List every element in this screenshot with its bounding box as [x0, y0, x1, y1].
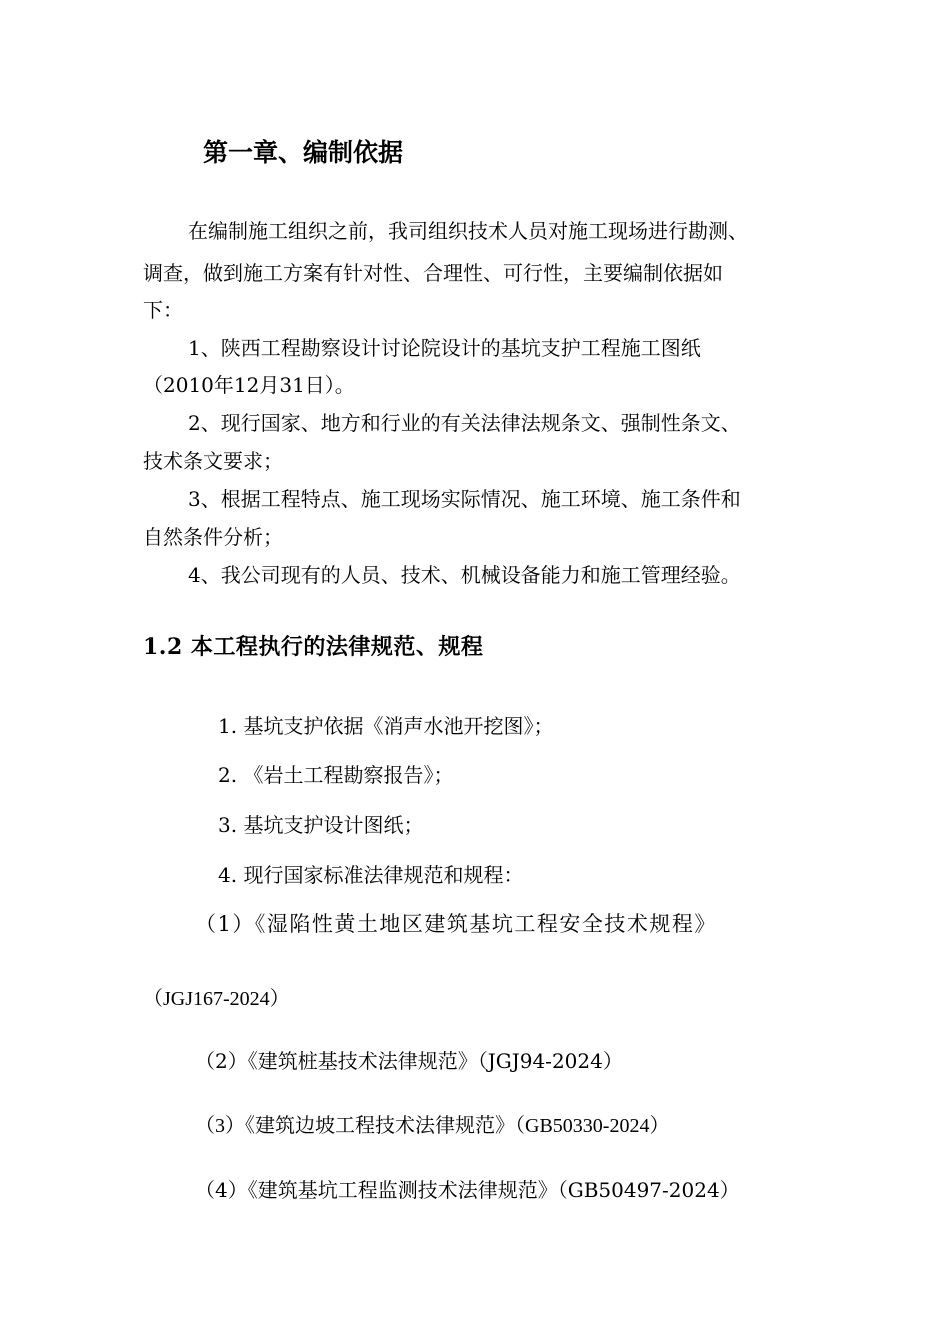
law-sub-4: （4）《建筑基坑工程监测技术法律规范》（GB50497-2024） [195, 1178, 740, 1202]
intro-line-3: 下： [143, 298, 183, 322]
basis-item-3-line-1: 3、根据工程特点、施工现场实际情况、施工环境、施工条件和 [188, 487, 741, 511]
law-item-3: 3. 基坑支护设计图纸； [218, 813, 424, 837]
basis-item-3-line-2: 自然条件分析； [143, 525, 283, 549]
basis-item-1-line-1: 1、陕西工程勘察设计讨论院设计的基坑支护工程施工图纸 [188, 336, 701, 360]
basis-item-2-line-2: 技术条文要求； [143, 449, 283, 473]
law-item-2: 2. 《岩土工程勘察报告》； [218, 763, 454, 787]
law-item-4: 4. 现行国家标准法律规范和规程： [218, 863, 524, 887]
law-item-1: 1. 基坑支护依据《消声水池开挖图》； [218, 714, 554, 738]
law-sub-3: （3）《建筑边坡工程技术法律规范》（GB50330-2024） [195, 1115, 670, 1137]
law-sub-2: （2）《建筑桩基技术法律规范》（JGJ94-2024） [195, 1049, 623, 1073]
basis-item-1-line-2: （2010年12月31日）。 [143, 373, 355, 397]
intro-line-1: 在编制施工组织之前，我司组织技术人员对施工现场进行勘测、 [188, 219, 748, 243]
intro-line-2: 调查，做到施工方案有针对性、合理性、可行性，主要编制依据如 [143, 261, 723, 285]
section-title: 1.2 本工程执行的法律规范、规程 [143, 634, 484, 660]
chapter-title: 第一章、编制依据 [203, 138, 404, 167]
basis-item-4-line-1: 4、我公司现有的人员、技术、机械设备能力和施工管理经验。 [188, 563, 741, 587]
basis-item-2-line-1: 2、现行国家、地方和行业的有关法律法规条文、强制性条文、 [188, 411, 741, 435]
law-sub-1-line-1: （1）《湿陷性黄土地区建筑基坑工程安全技术规程》 [195, 912, 717, 936]
law-sub-1-line-2: （JGJ167-2024） [143, 988, 290, 1010]
